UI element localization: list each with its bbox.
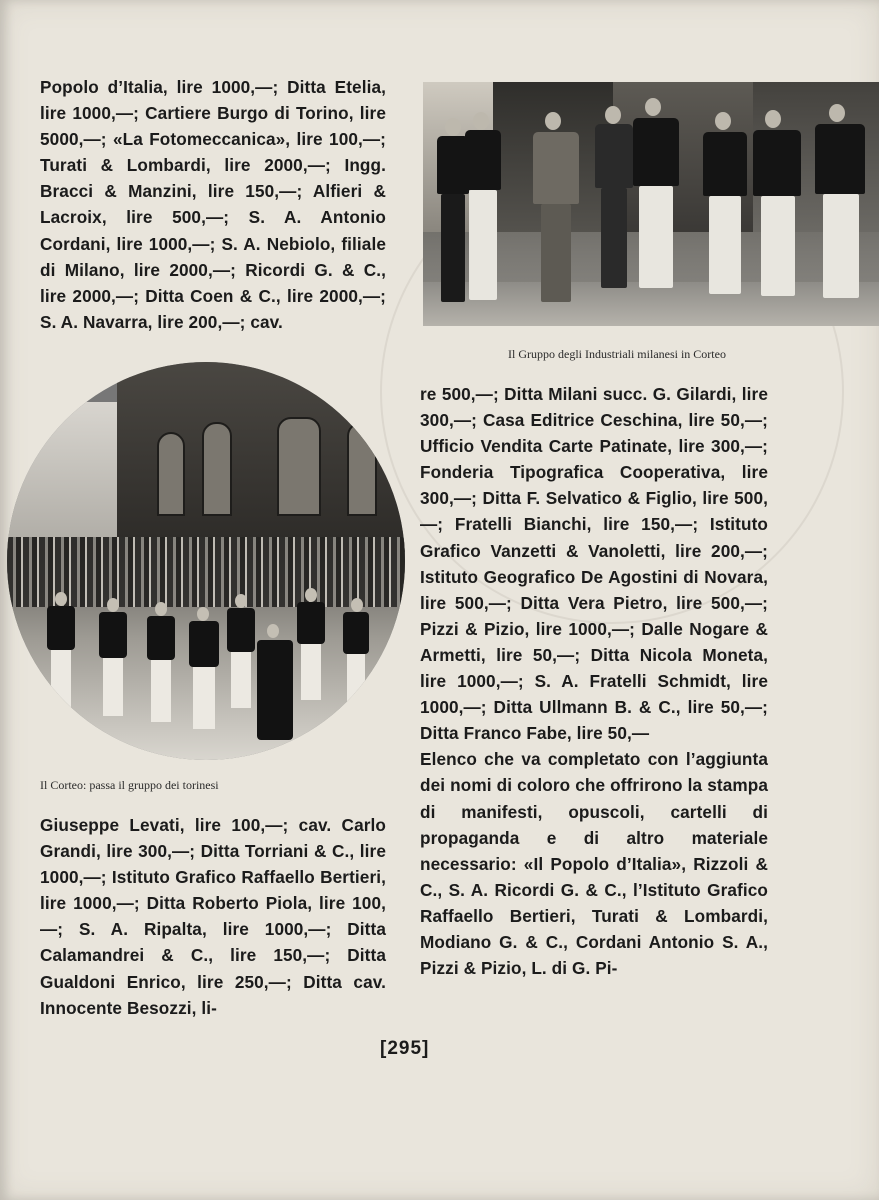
photo-industriali-corteo	[423, 82, 879, 326]
text-column-right	[420, 381, 768, 981]
photo-caption-industriali: Il Gruppo degli Industriali milanesi in Corteo	[508, 347, 726, 361]
page-number: [295]	[380, 1038, 430, 1059]
paragraph-elenco: Elenco che va completato con l’aggiunta dei nomi di coloro che offrirono la stampa di manifesti, opuscoli, cartelli di propaganda e di altro materiale necessario: «Il Popolo d’Italia», Rizzoli & C., S. A. Ricordi G. & C., l’Istituto Grafico Raffaello Bertieri, Turati & Lombardi, Modiano G. & C., Cordani Antonio S. A., Pizzi & Pizio, L. di G. Pi-	[420, 749, 768, 979]
paragraph-donors-1: Popolo d’Italia, lire 1000,—; Ditta Etelia, lire 1000,—; Cartiere Burgo di Torino, lire 5000,—; «La Fotomeccanica», lire 100,—; Turati & Lombardi, lire 2000,—; Ingg. Bracci & Manzini, lire 150,—; Alfieri & Lacroix, lire 500,—; S. A. Antonio Cordani, lire 1000,—; S. A. Nebiolo, filiale di Milano, lire 2000,—; Ricordi G. & C., lire 2000,—; Ditta Coen & C., lire 2000,—; S. A. Navarra, lire 200,—; cav.	[40, 77, 386, 332]
photo-corteo-torinesi	[7, 362, 405, 760]
paragraph-donors-3: Giuseppe Levati, lire 100,—; cav. Carlo Grandi, lire 300,—; Ditta Torriani & C., lire 1000,—; Istituto Grafico Raffaello Bertieri, lire 1000,—; Ditta Roberto Piola, lire 100,—; S. A. Ripalta, lire 1000,—; Ditta Calamandrei & C., lire 150,—; Ditta Gualdoni Enrico, lire 250,—; Ditta cav. Innocente Besozzi, li-	[40, 815, 386, 1018]
photo-building	[117, 362, 405, 552]
text-column-top-left	[40, 74, 386, 335]
photo-caption-torinesi: Il Corteo: passa il gruppo dei torinesi	[40, 778, 219, 792]
paragraph-donors-2: re 500,—; Ditta Milani succ. G. Gilardi, lire 300,—; Casa Editrice Ceschina, lire 50,—; Ufficio Vendita Carte Patinate, lire 300,—; Fonderia Tipografica Cooperativa, lire 300,—; Ditta F. Selvatico & Figlio, lire 500,—; Fratelli Bianchi, lire 150,—; Istituto Grafico Vanzetti & Vanoletti, lire 200,—; Istituto Geografico De Agostini di Novara, lire 500,—; Ditta Vera Pietro, lire 500,—; Pizzi & Pizio, lire 1000,—; Dalle Nogare & Armetti, lire 50,—; Ditta Nicola Moneta, lire 1000,—; S. A. Fratelli Schmidt, lire 1000,—; Ditta Ullmann B. & C., lire 50,—; Ditta Franco Fabe, lire 50,—	[420, 384, 768, 744]
text-column-bottom-left	[40, 812, 386, 1021]
